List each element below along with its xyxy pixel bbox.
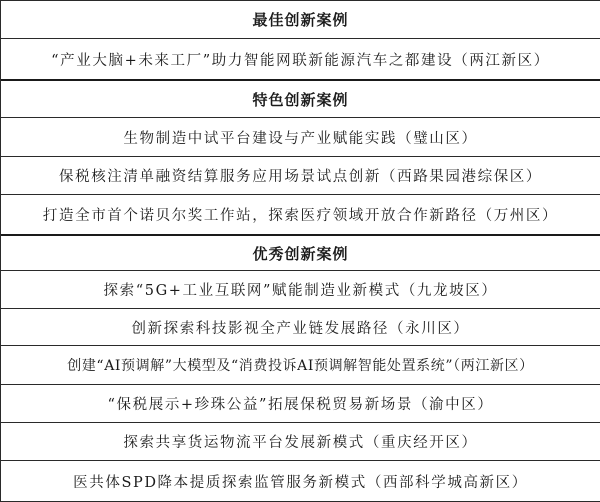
case-row: 医共体SPD降本提质探索监管服务新模式（西部科学城高新区） [1,460,600,501]
case-row: 创建“AI预调解”大模型及“消费投诉AI预调解智能处置系统”（两江新区） [1,345,600,384]
section-header-best: 最佳创新案例 [252,11,349,29]
case-row: 打造全市首个诺贝尔奖工作站，探索医疗领域开放合作新路径（万州区） [1,194,600,234]
case-row: “保税展示+珍珠公益”拓展保税贸易新场景（渝中区） [1,384,600,422]
case-row: “产业大脑+未来工厂”助力智能网联新能源汽车之都建设（两江新区） [1,38,600,79]
case-row: 创新探索科技影视全产业链发展路径（永川区） [1,308,600,345]
case-row: 探索“5G+工业互联网”赋能制造业新模式（九龙坡区） [1,270,600,308]
section-header-featured: 特色创新案例 [1,79,600,117]
section-header-excellent: 优秀创新案例 [1,234,600,270]
case-row: 探索共享货运物流平台发展新模式（重庆经开区） [1,422,600,460]
case-row: 保税核注清单融资结算服务应用场景试点创新（西路果园港综保区） [1,156,600,194]
case-row: 生物制造中试平台建设与产业赋能实践（璧山区） [1,117,600,156]
